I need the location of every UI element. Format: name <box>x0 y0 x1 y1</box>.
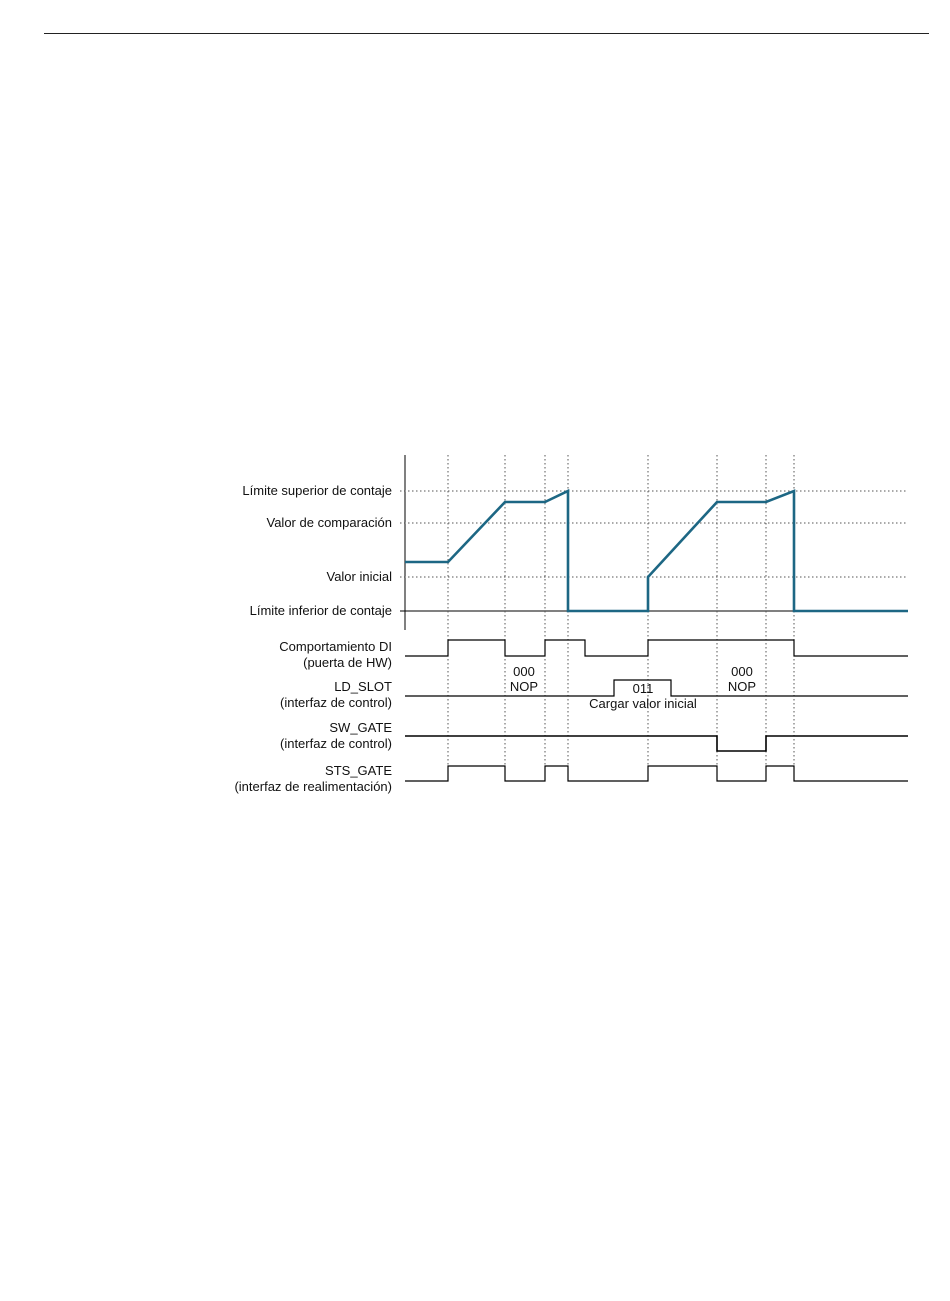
signal-stsgate-name: STS_GATE <box>325 763 392 778</box>
upper-limit-label: Límite superior de contaje <box>242 483 392 498</box>
counter-value-trace <box>405 491 908 611</box>
signal-di-name: Comportamiento DI <box>279 639 392 654</box>
load-code: 011 <box>632 681 654 696</box>
sw-gate-waveform <box>405 736 908 751</box>
ld-slot-waveform <box>405 680 908 696</box>
signal-ldslot-name: LD_SLOT <box>334 679 392 694</box>
lower-limit-label: Límite inferior de contaje <box>249 603 392 618</box>
nop1-text: NOP <box>509 679 539 694</box>
nop2-text: NOP <box>727 679 757 694</box>
di-waveform <box>405 640 908 656</box>
signal-ldslot-sub: (interfaz de control) <box>280 695 392 710</box>
nop2-code: 000 <box>731 664 753 679</box>
signal-swgate-name: SW_GATE <box>329 720 392 735</box>
signal-di-sub: (puerta de HW) <box>303 655 392 670</box>
nop1-code: 000 <box>513 664 535 679</box>
sts-gate-waveform <box>405 766 908 781</box>
signal-stsgate-sub: (interfaz de realimentación) <box>234 779 392 794</box>
signal-swgate-sub: (interfaz de control) <box>280 736 392 751</box>
initial-value-label: Valor inicial <box>326 569 392 584</box>
load-text: Cargar valor inicial <box>589 696 697 711</box>
comparison-value-label: Valor de comparación <box>266 515 392 530</box>
event-guides <box>448 455 794 783</box>
